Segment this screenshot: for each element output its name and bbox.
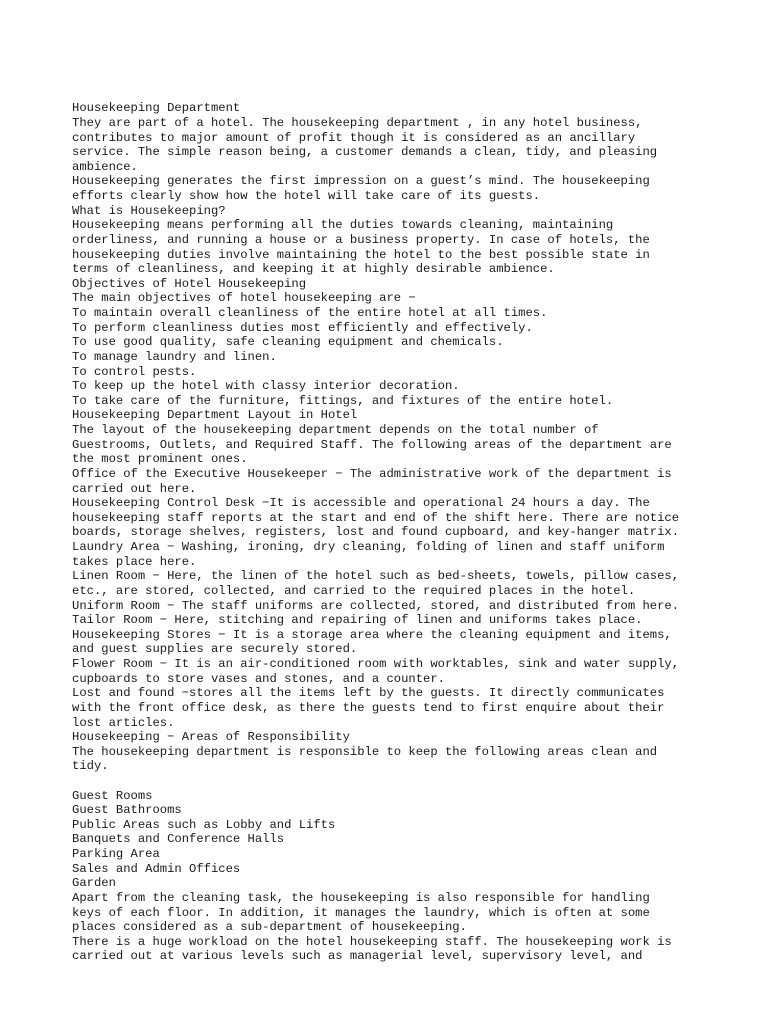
text-line: Parking Area <box>72 847 160 862</box>
text-line: with the front office desk, as there the guests tend to first enquire about their <box>72 700 665 715</box>
text-line: Tailor Room − Here, stitching and repairing of linen and uniforms takes place. <box>72 613 643 628</box>
text-line: Banquets and Conference Halls <box>72 832 285 847</box>
text-line: Objectives of Hotel Housekeeping <box>72 276 307 291</box>
text-line: service. The simple reason being, a customer demands a clean, tidy, and pleasing <box>72 145 658 160</box>
text-line: They are part of a hotel. The housekeeping department , in any hotel business, <box>72 115 643 130</box>
text-line: Flower Room − It is an air-conditioned room with worktables, sink and water supply, <box>72 657 680 671</box>
text-line: cupboards to store vases and stones, and a counter. <box>72 671 445 686</box>
text-line: ambience. <box>72 159 138 174</box>
text-line: To keep up the hotel with classy interior decoration. <box>72 379 460 394</box>
text-line: The layout of the housekeeping department depends on the total number of <box>72 423 599 437</box>
text-line: contributes to major amount of profit though it is considered as an ancillary <box>72 130 636 145</box>
text-line: carried out at various levels such as managerial level, supervisory level, and <box>72 949 643 964</box>
text-line: tidy. <box>72 759 109 774</box>
text-line: Public Areas such as Lobby and Lifts <box>72 817 336 832</box>
text-line <box>72 774 702 789</box>
text-line: Guest Bathrooms <box>72 803 182 818</box>
text-line: To maintain overall cleanliness of the entire hotel at all times. <box>72 306 548 320</box>
text-line: Apart from the cleaning task, the housekeeping is also responsible for handling <box>72 890 650 905</box>
text-line: The housekeeping department is responsible to keep the following areas clean and <box>72 744 658 759</box>
text-line: and guest supplies are securely stored. <box>72 642 358 657</box>
text-line: Garden <box>72 876 116 891</box>
text-line: Linen Room − Here, the linen of the hotel such as bed-sheets, towels, pillow cases, <box>72 569 680 584</box>
text-line: Office of the Executive Housekeeper − The administrative work of the department is <box>72 466 672 481</box>
text-line: Uniform Room − The staff uniforms are collected, stored, and distributed from here. <box>72 598 680 613</box>
text-line: lost articles. <box>72 715 175 730</box>
text-line: Housekeeping Department <box>72 101 241 116</box>
text-line: places considered as a sub-department of housekeeping. <box>72 920 467 935</box>
text-line: To control pests. <box>72 364 197 379</box>
text-line: Laundry Area − Washing, ironing, dry cleaning, folding of linen and staff uniform <box>72 540 665 554</box>
text-line: To take care of the furniture, fittings, and fixtures of the entire hotel. <box>72 393 614 408</box>
text-line: Housekeeping Stores − It is a storage area where the cleaning equipment and items, <box>72 627 672 642</box>
text-line: Housekeeping − Areas of Responsibility <box>72 730 350 745</box>
text-line: boards, storage shelves, registers, lost and found cupboard, and key-hanger matrix. <box>72 525 680 540</box>
text-line: To perform cleanliness duties most efficiently and effectively. <box>72 320 533 335</box>
text-line: To manage laundry and linen. <box>72 349 277 364</box>
text-line: What is Housekeeping? <box>72 203 226 218</box>
text-line: Sales and Admin Offices <box>72 861 241 876</box>
text-line: keys of each floor. In addition, it manages the laundry, which is often at some <box>72 905 650 920</box>
text-line: Housekeeping means performing all the duties towards cleaning, maintaining <box>72 218 614 233</box>
text-line: orderliness, and running a house or a business property. In case of hotels, the <box>72 232 650 247</box>
text-line: efforts clearly show how the hotel will take care of its guests. <box>72 189 541 203</box>
text-line: Housekeeping generates the first impression on a guest’s mind. The housekeeping <box>72 174 650 189</box>
text-line: Guest Rooms <box>72 788 153 803</box>
text-line: housekeeping duties involve maintaining the hotel to the best possible state in <box>72 247 650 262</box>
text-line: housekeeping staff reports at the start and end of the shift here. There are notice <box>72 510 680 525</box>
text-line: Housekeeping Control Desk −It is accessible and operational 24 hours a day. The <box>72 496 650 511</box>
text-line: takes place here. <box>72 554 197 569</box>
text-line: To use good quality, safe cleaning equipment and chemicals. <box>72 335 504 350</box>
text-line: Lost and found −stores all the items left by the guests. It directly communicates <box>72 686 665 701</box>
text-line: etc., are stored, collected, and carried to the required places in the hotel. <box>72 583 636 598</box>
text-line: Housekeeping Department Layout in Hotel <box>72 408 358 423</box>
text-line: Guestrooms, Outlets, and Required Staff. The following areas of the department are <box>72 437 672 452</box>
text-line: terms of cleanliness, and keeping it at highly desirable ambience. <box>72 262 555 277</box>
text-line: There is a huge workload on the hotel housekeeping staff. The housekeeping work is <box>72 934 672 949</box>
text-line: carried out here. <box>72 481 197 496</box>
document-text-body <box>72 101 702 964</box>
text-line: the most prominent ones. <box>72 452 248 467</box>
text-line: The main objectives of hotel housekeeping are − <box>72 291 416 306</box>
document-page <box>72 72 702 979</box>
